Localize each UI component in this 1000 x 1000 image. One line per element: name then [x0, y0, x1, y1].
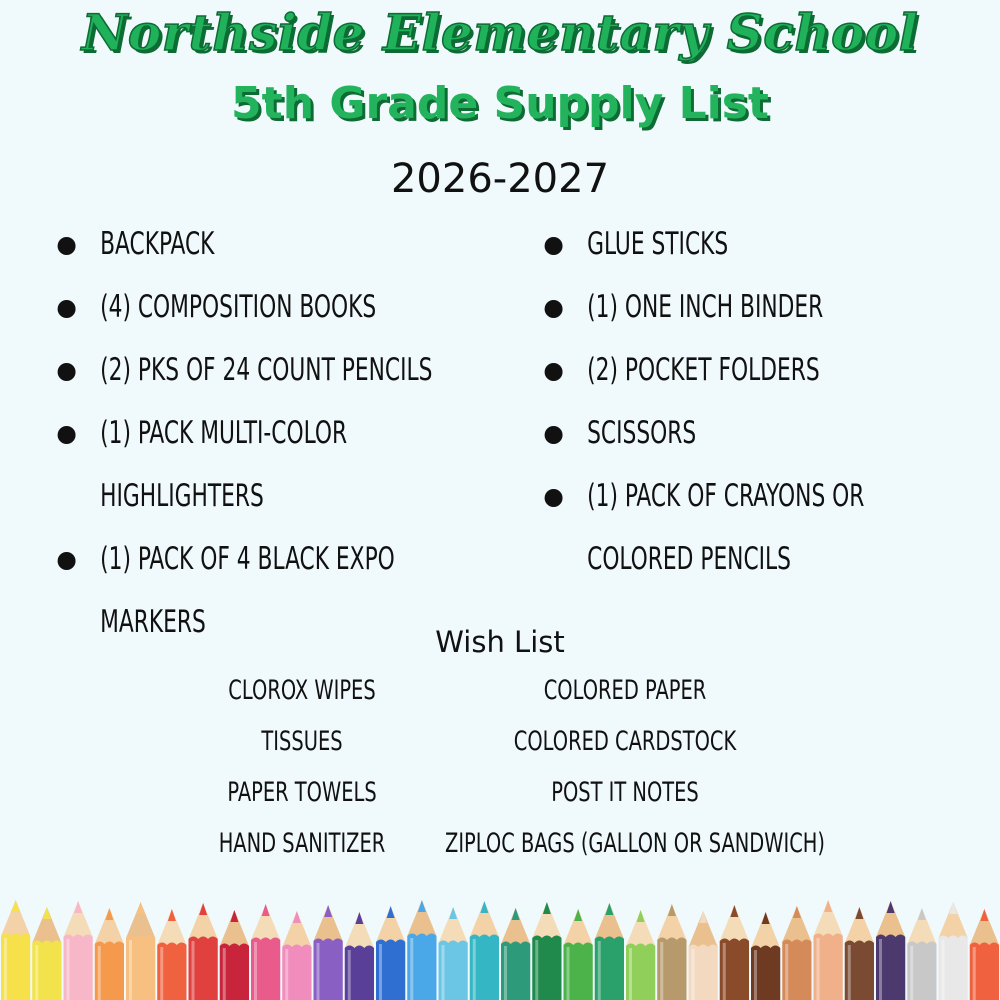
pencil [220, 910, 249, 1000]
pencil [282, 911, 311, 1000]
pencil [126, 902, 155, 1000]
pencil [439, 907, 468, 1000]
supply-item: (1) PACK OF CRAYONS OR COLORED PENCILS [545, 465, 951, 591]
pencil [532, 902, 561, 1000]
wish-item: COLORED PAPER [543, 675, 707, 706]
pencil [95, 908, 124, 1000]
wish-item: POST IT NOTES [551, 777, 699, 808]
wish-item: TISSUES [261, 726, 343, 757]
pencil [689, 911, 718, 1000]
supply-item: BACKPACK [58, 213, 464, 276]
wish-list-left [194, 665, 410, 869]
colored-pencils-icon [0, 896, 1000, 1000]
pencil [32, 907, 61, 1000]
supply-item: (1) ONE INCH BINDER [545, 276, 951, 339]
pencil [470, 901, 499, 1000]
pencil [314, 905, 343, 1000]
supply-list-left [58, 213, 464, 654]
supply-item: (1) PACK MULTI-COLOR HIGHLIGHTERS [58, 402, 464, 528]
supply-item: (2) POCKET FOLDERS [545, 339, 951, 402]
pencil [751, 912, 780, 1000]
wish-list-right [445, 665, 826, 869]
pencil [564, 909, 593, 1000]
pencil [939, 902, 968, 1000]
wish-item: ZIPLOC BAGS (GALLON OR SANDWICH) [445, 828, 826, 859]
supply-item: (1) PACK OF 4 BLACK EXPO MARKERS [58, 528, 464, 654]
pencil [64, 901, 93, 1000]
pencil [782, 906, 811, 1000]
pencil [345, 912, 374, 1000]
pencil [657, 904, 686, 1000]
wish-item: HAND SANITIZER [218, 828, 386, 859]
wish-item: PAPER TOWELS [227, 777, 377, 808]
pencil [814, 900, 843, 1000]
wish-item: COLORED CARDSTOCK [513, 726, 737, 757]
pencil [376, 906, 405, 1000]
pencil [970, 909, 999, 1000]
pencil [1, 900, 30, 1000]
pencil [845, 907, 874, 1000]
pencil [407, 900, 436, 1000]
school-name: Northside Elementary School [81, 3, 919, 62]
pencil [626, 910, 655, 1000]
supply-list-right [545, 213, 951, 591]
grade-supply-list-title: 5th Grade Supply List [231, 78, 769, 129]
supply-item: GLUE STICKS [545, 213, 951, 276]
pencil [251, 904, 280, 1000]
pencil [876, 901, 905, 1000]
supply-item: (2) PKS OF 24 COUNT PENCILS [58, 339, 464, 402]
pencil [157, 909, 186, 1000]
supply-item: (4) COMPOSITION BOOKS [58, 276, 464, 339]
wish-item: CLOROX WIPES [228, 675, 376, 706]
pencil [501, 908, 530, 1000]
school-year: 2026-2027 [390, 156, 610, 202]
supply-item: SCISSORS [545, 402, 951, 465]
pencil [595, 903, 624, 1000]
wish-list-title: Wish List [435, 625, 565, 659]
pencil [189, 903, 218, 1000]
pencil [720, 905, 749, 1000]
pencil [907, 908, 936, 1000]
